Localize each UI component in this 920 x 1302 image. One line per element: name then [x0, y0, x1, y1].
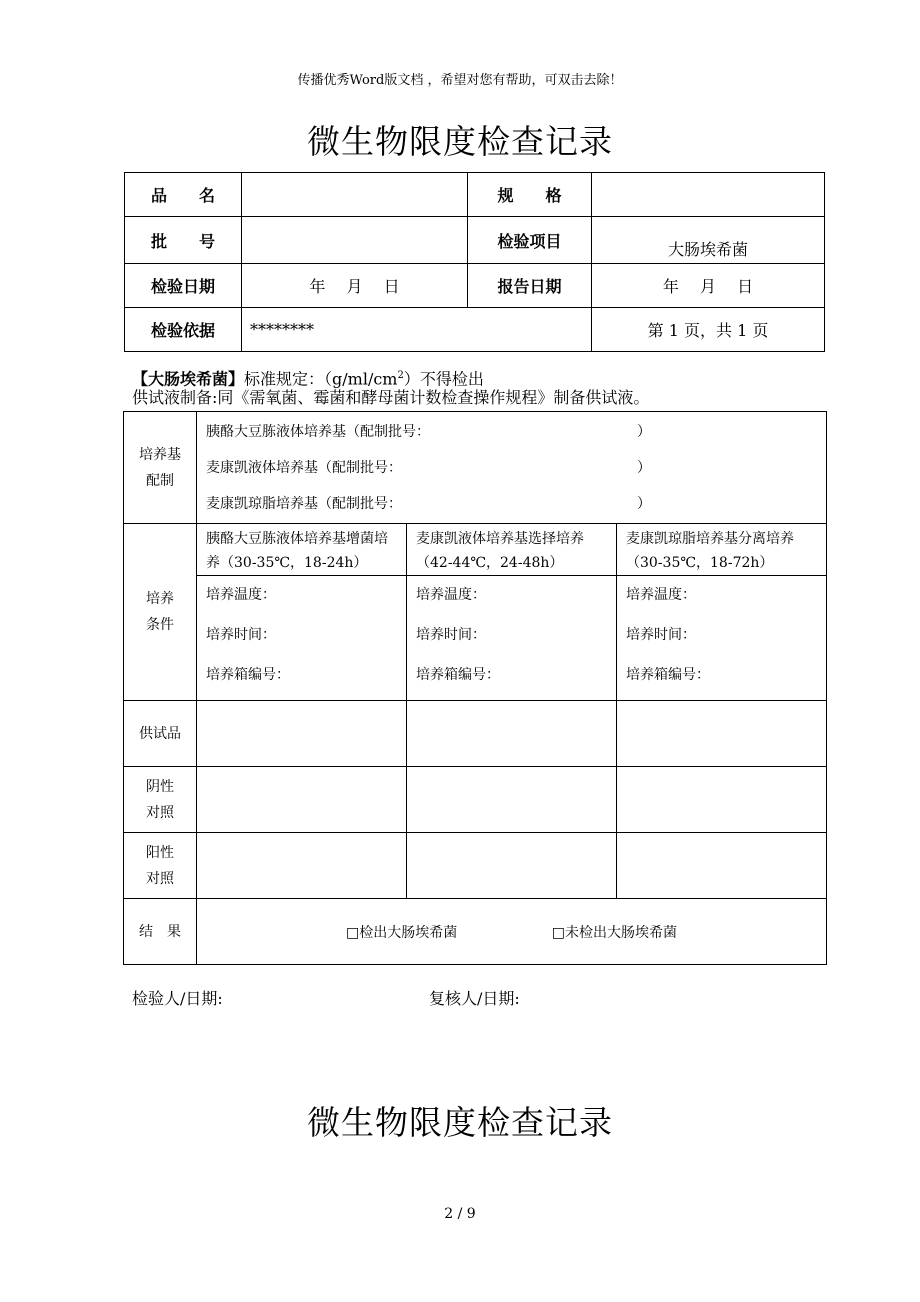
positive-cell-1[interactable] [197, 833, 407, 899]
page-title: 微生物限度检查记录 [307, 122, 613, 161]
product-name-field[interactable] [242, 173, 468, 217]
preparation-line: 供试液制备:同《需氧菌、霉菌和酵母菌计数检查操作规程》制备供试液。 [132, 388, 650, 407]
culture-label: 培养 条件 [124, 524, 197, 701]
next-page-title: 微生物限度检查记录 [307, 1103, 613, 1142]
result-cell [197, 899, 827, 965]
test-date-label: 检验日期 [125, 264, 242, 308]
culture-cond-1[interactable]: 培养温度： 培养时间： 培养箱编号： [197, 576, 407, 701]
culture-cond-3[interactable]: 培养温度： 培养时间： 培养箱编号： [617, 576, 827, 701]
test-item-label: 检验项目 [468, 217, 592, 264]
report-date-label: 报告日期 [468, 264, 592, 308]
positive-cell-2[interactable] [407, 833, 617, 899]
medium-line-2[interactable]: 麦康凯液体培养基（配制批号： ） [206, 459, 651, 476]
sample-cell-2[interactable] [407, 701, 617, 767]
batch-field[interactable] [242, 217, 468, 264]
medium-line-1[interactable]: 胰酪大豆胨液体培养基（配制批号： ） [206, 423, 651, 440]
medium-prep-cell [197, 412, 827, 524]
reviewer-signature: 复核人/日期: [429, 989, 520, 1008]
positive-control-label: 阳性 对照 [124, 833, 197, 899]
standard-tail: ）不得检出 [403, 369, 484, 389]
basis-label: 检验依据 [125, 308, 242, 352]
test-date-field[interactable]: 年 月 日 [242, 264, 468, 308]
test-item-value: 大肠埃希菌 [592, 217, 825, 264]
info-table [124, 172, 825, 352]
page-info: 第 1 页，共 1 页 [592, 308, 825, 352]
medium-prep-label: 培养基 配制 [124, 412, 197, 524]
spec-field[interactable] [592, 173, 825, 217]
standard-bold: 【大肠埃希菌】 [132, 369, 245, 389]
positive-cell-3[interactable] [617, 833, 827, 899]
test-table [123, 411, 827, 965]
basis-value: ******** [242, 308, 592, 352]
negative-control-label: 阴性 对照 [124, 767, 197, 833]
result-label: 结 果 [124, 899, 197, 965]
product-name-label: 品 名 [125, 173, 242, 217]
header-note: 传播优秀Word版文档 ，希望对您有帮助，可双击去除！ [297, 73, 623, 88]
inspector-signature: 检验人/日期: [132, 989, 223, 1008]
sample-cell-1[interactable] [197, 701, 407, 767]
negative-cell-2[interactable] [407, 767, 617, 833]
sample-label: 供试品 [124, 701, 197, 767]
not-detected-checkbox[interactable]: □未检出大肠埃希菌 [551, 924, 677, 941]
report-date-field[interactable]: 年 月 日 [592, 264, 825, 308]
standard-text: 标准规定：（g/ml/cm [244, 369, 398, 389]
sample-cell-3[interactable] [617, 701, 827, 767]
batch-label: 批 号 [125, 217, 242, 264]
negative-cell-3[interactable] [617, 767, 827, 833]
page-number: 2 / 9 [444, 1206, 476, 1222]
culture-header-1: 胰酪大豆胨液体培养基增菌培养（30-35℃，18-24h） [197, 524, 407, 576]
standard-sup: 2 [397, 370, 404, 381]
medium-line-3[interactable]: 麦康凯琼脂培养基（配制批号： ） [206, 495, 651, 512]
detected-checkbox[interactable]: □检出大肠埃希菌 [346, 924, 458, 941]
culture-header-3: 麦康凯琼脂培养基分离培养（30-35℃，18-72h） [617, 524, 827, 576]
standard-line [132, 366, 484, 389]
negative-cell-1[interactable] [197, 767, 407, 833]
spec-label: 规 格 [468, 173, 592, 217]
culture-cond-2[interactable]: 培养温度： 培养时间： 培养箱编号： [407, 576, 617, 701]
culture-header-2: 麦康凯液体培养基选择培养（42-44℃，24-48h） [407, 524, 617, 576]
